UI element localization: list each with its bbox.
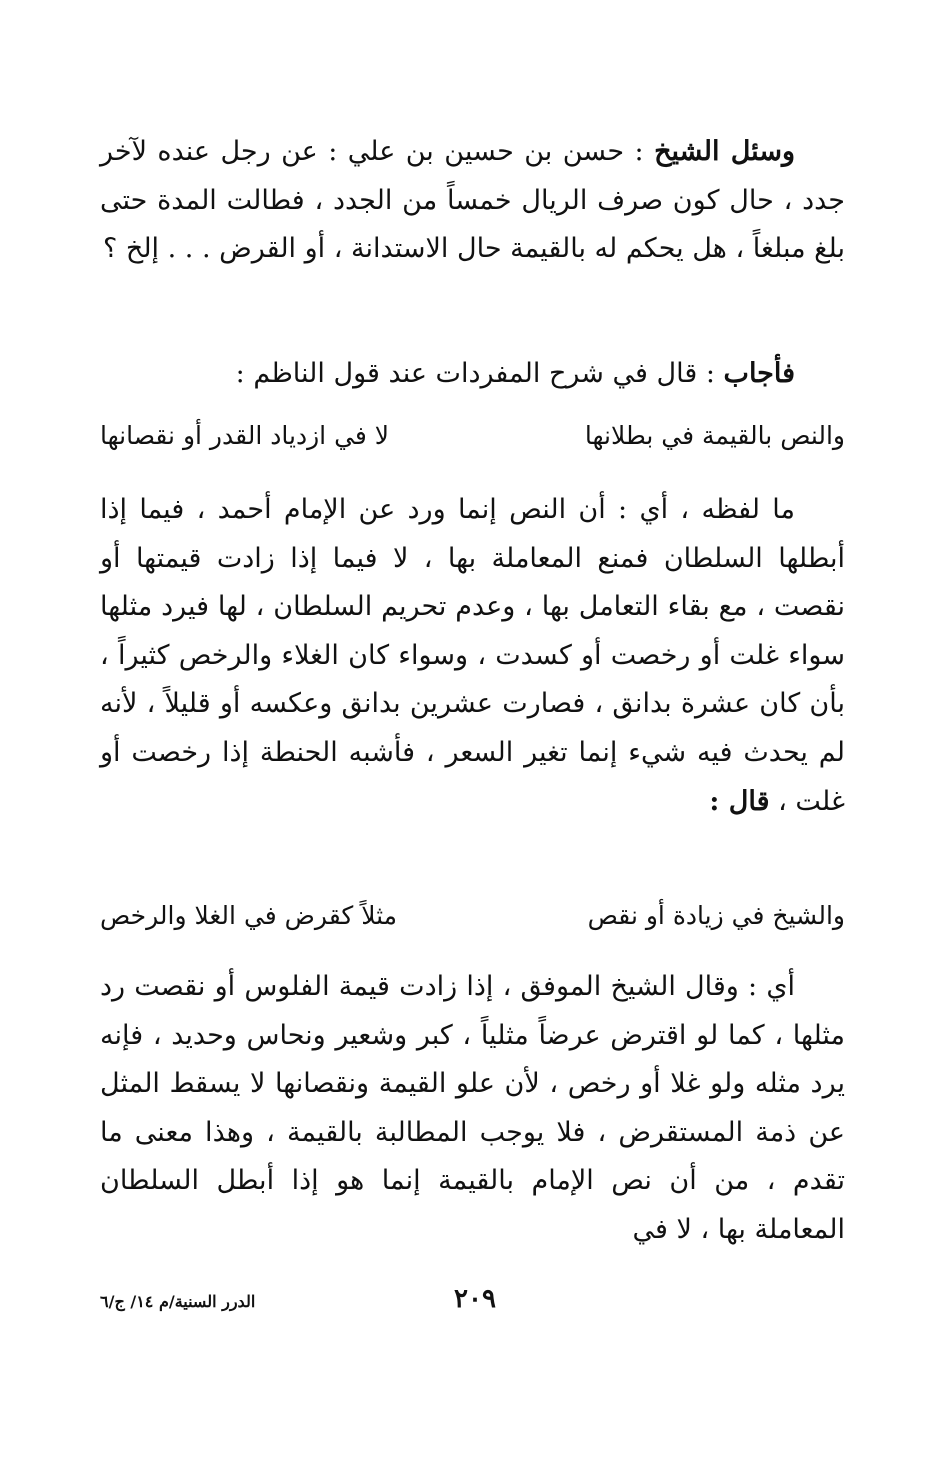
volume-reference: الدرر السنية/م ١٤/ ج/٦ xyxy=(100,1292,256,1311)
answer-intro-paragraph xyxy=(100,350,845,399)
verse-1-first-hemistich: والنص بالقيمة في بطلانها xyxy=(584,421,845,450)
poem-verse-1 xyxy=(100,416,845,456)
question-paragraph xyxy=(100,128,845,274)
answer-intro-text: : قال في شرح المفردات عند قول الناظم : xyxy=(235,358,724,389)
verse-2-second-hemistich: مثلاً كقرض في الغلا والرخص xyxy=(100,901,398,930)
answer-lead: فأجاب xyxy=(723,358,795,389)
commentary-text: ما لفظه ، أي : أن النص إنما ورد عن الإمام أحمد ، فيما إذا أبطلها السلطان فمنع المعاملة بها ، لا فيما إذا زادت قيمتها أو نقصت ، مع بقاء التعامل بها ، وعدم تحريم السلطان ، لها فيرد مثلها سواء غلت أو رخصت أو كسدت ، وسواء كان الغلاء والرخص كثيراً ، بأن كان عشرة بدانق ، فصارت عشرين بدانق وعكسه أو قليلاً ، لأنه لم يحدث فيه شيء إنما تغير السعر ، فأشبه الحنطة إذا رخصت أو غلت ، xyxy=(100,494,845,817)
poem-verse-2 xyxy=(100,896,845,936)
explanation-paragraph xyxy=(100,963,845,1255)
page-number: ٢٠٩ xyxy=(454,1284,496,1314)
verse-1-second-hemistich: لا في ازدياد القدر أو نقصانها xyxy=(100,421,390,450)
verse-2-first-hemistich: والشيخ في زيادة أو نقص xyxy=(587,901,845,930)
question-text: : حسن بن حسين بن علي : عن رجل عنده لآخر جدد ، حال كون صرف الريال خمساً من الجدد ، فطالت المدة حتى بلغ مبلغاً ، هل يحكم له بالقيمة حال الاستدانة ، أو القرض . . . إلخ ؟ xyxy=(100,136,845,265)
explanation-text: أي : وقال الشيخ الموفق ، إذا زادت قيمة الفلوس أو نقصت رد مثلها ، كما لو اقترض عرضاً مثلياً ، كبر وشعير ونحاس وحديد ، فإنه يرد مثله ولو غلا أو رخص ، لأن علو القيمة ونقصانها لا يسقط المثل عن ذمة المستقرض ، فلا يوجب المطالبة بالقيمة ، وهذا معنى ما تقدم ، من أن نص الإمام بالقيمة إنما هو إذا أبطل السلطان المعاملة بها ، لا في xyxy=(100,971,845,1245)
commentary-tail: قال : xyxy=(709,785,770,817)
commentary-paragraph xyxy=(100,486,845,826)
question-lead: وسئل الشيخ xyxy=(654,136,795,167)
